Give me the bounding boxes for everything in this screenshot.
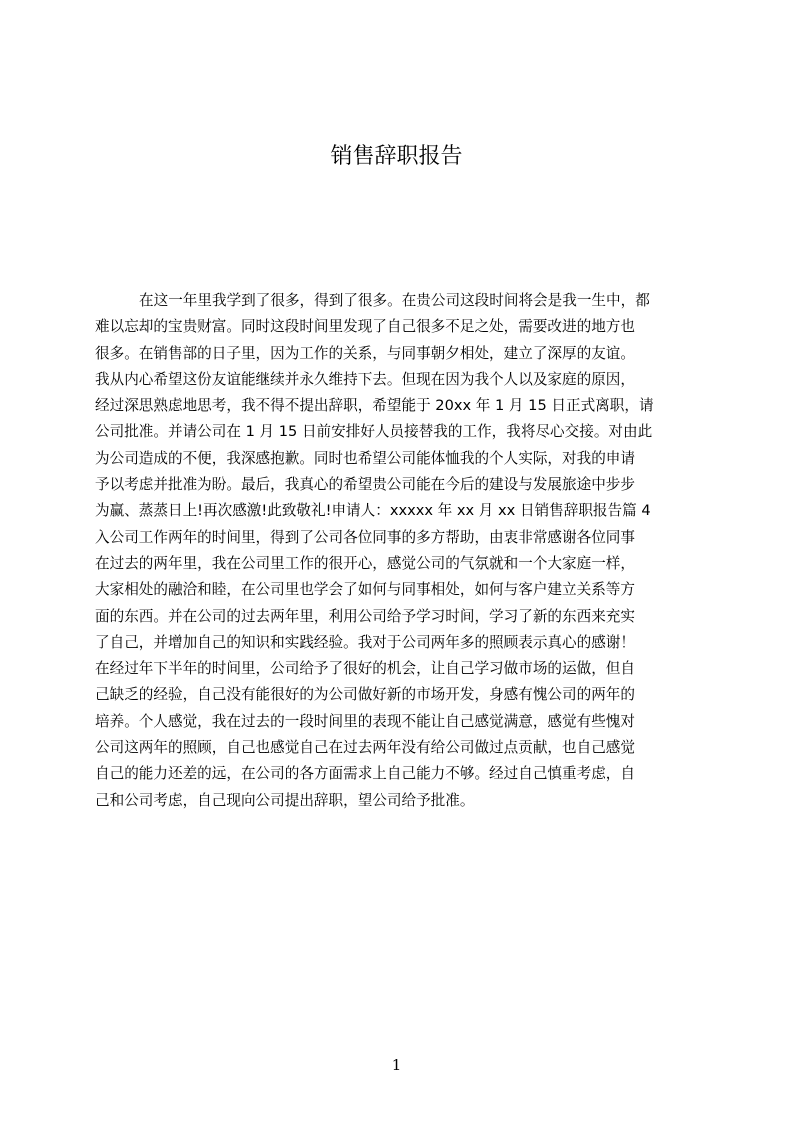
body-line: 了自己，并增加自己的知识和实践经验。我对于公司两年多的照顾表示真心的感谢！	[95, 633, 635, 651]
body-line: 公司这两年的照顾，自己也感觉自己在过去两年没有给公司做过点贡献，也自己感觉	[95, 739, 635, 757]
body-line: 入公司工作两年的时间里，得到了公司各位同事的多方帮助，由衷非常感谢各位同事	[95, 528, 635, 546]
body-line: 在经过年下半年的时间里，公司给予了很好的机会，让自己学习做市场的运做，但自	[95, 660, 635, 678]
body-line: 大家相处的融洽和睦，在公司里也学会了如何与同事相处，如何与客户建立关系等方	[95, 581, 635, 599]
body-line: 很多。在销售部的日子里，因为工作的关系，与同事朝夕相处，建立了深厚的友谊。	[95, 344, 635, 362]
body-line: 予以考虑并批准为盼。最后，我真心的希望贵公司能在今后的建设与发展旅途中步步	[95, 476, 635, 494]
body-line: 面的东西。并在公司的过去两年里，利用公司给予学习时间，学习了新的东西来充实	[95, 607, 635, 625]
body-line: 难以忘却的宝贵财富。同时这段时间里发现了自己很多不足之处，需要改进的地方也	[95, 318, 635, 336]
body-line: 己缺乏的经验，自己没有能很好的为公司做好新的市场开发，身感有愧公司的两年的	[95, 686, 635, 704]
body-line: 我从内心希望这份友谊能继续并永久维持下去。但现在因为我个人以及家庭的原因，	[95, 370, 635, 388]
body-line: 培养。个人感觉，我在过去的一段时间里的表现不能让自己感觉满意，感觉有些愧对	[95, 712, 635, 730]
body-line: 为公司造成的不便，我深感抱歉。同时也希望公司能体恤我的个人实际，对我的申请	[95, 449, 635, 467]
body-line: 经过深思熟虑地思考，我不得不提出辞职，希望能于 20xx 年 1 月 15 日正式离职，请	[95, 397, 654, 415]
body-line: 在这一年里我学到了很多，得到了很多。在贵公司这段时间将会是我一生中，都	[139, 292, 650, 309]
body-line: 己和公司考虑，自己现向公司提出辞职，望公司给予批准。	[95, 791, 475, 809]
body-line: 为赢、蒸蒸日上!再次感激!此致敬礼!申请人：xxxxx 年 xx 月 xx 日销售辞职报告篇 4	[95, 502, 651, 520]
document-body	[95, 288, 700, 814]
page-number: 1	[391, 1056, 402, 1074]
document-title: 销售辞职报告	[330, 144, 463, 169]
body-line: 自己的能力还差的远，在公司的各方面需求上自己能力不够。经过自己慎重考虑，自	[95, 765, 635, 783]
body-line: 在过去的两年里，我在公司里工作的很开心，感觉公司的气氛就和一个大家庭一样，	[95, 554, 635, 572]
body-line: 公司批准。并请公司在 1 月 15 日前安排好人员接替我的工作，我将尽心交接。对由此	[95, 423, 653, 441]
